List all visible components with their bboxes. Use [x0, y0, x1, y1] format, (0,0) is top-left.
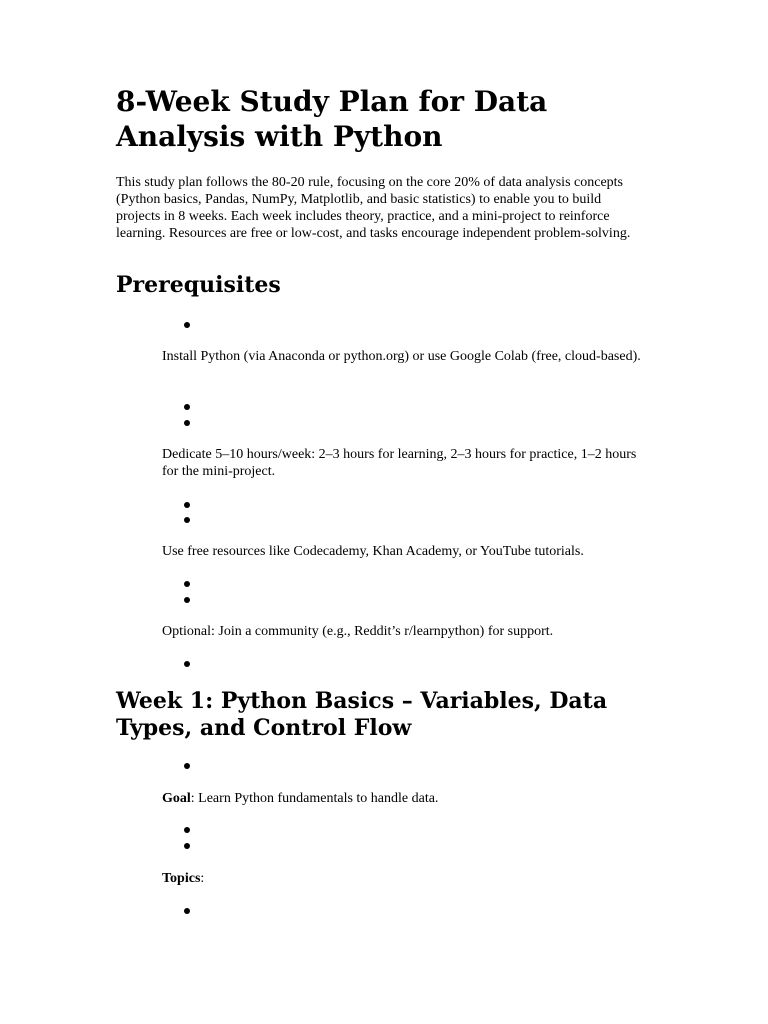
- prerequisite-item: Optional: Join a community (e.g., Reddit’s r/learnpython) for support.: [162, 624, 554, 639]
- list-bullet: [184, 597, 190, 603]
- list-bullet: [184, 581, 190, 587]
- list-bullet: [184, 322, 190, 328]
- list-bullet: [184, 843, 190, 849]
- list-bullet: [184, 404, 190, 410]
- goal-text: : Learn Python fundamentals to handle data.: [190, 791, 439, 806]
- list-bullet: [184, 661, 190, 667]
- week1-heading: Week 1: Python Basics – Variables, Data Types, and Control Flow: [116, 688, 608, 741]
- page-title: 8-Week Study Plan for Data Analysis with Python: [116, 85, 548, 153]
- list-bullet: [184, 908, 190, 914]
- intro-paragraph: This study plan follows the 80-20 rule, focusing on the core 20% of data analysis concepts (Python basics, Pandas, NumPy, Matplotlib, and basic statistics) to enable you to build projects in 8 weeks. Each week includes theory, practice, and a mini-project to reinforce learning. Resources are free or low-cost, and tasks encourage independent problem-solving.: [116, 175, 631, 241]
- topics-text: :: [200, 871, 205, 886]
- list-bullet: [184, 517, 190, 523]
- week1-topics: [162, 870, 654, 887]
- list-bullet: [184, 827, 190, 833]
- week1-goal: [162, 790, 654, 807]
- topics-label: Topics: [162, 871, 201, 886]
- list-bullet: [184, 502, 190, 508]
- goal-label: Goal: [162, 791, 191, 806]
- prerequisite-item: Install Python (via Anaconda or python.org) or use Google Colab (free, cloud-based).: [162, 349, 641, 364]
- prerequisite-item: Dedicate 5–10 hours/week: 2–3 hours for learning, 2–3 hours for practice, 1–2 hours for the mini-project.: [162, 447, 637, 479]
- list-bullet: [184, 420, 190, 426]
- prerequisite-item: Use free resources like Codecademy, Khan Academy, or YouTube tutorials.: [162, 544, 584, 559]
- prerequisites-heading: Prerequisites: [116, 272, 281, 298]
- list-bullet: [184, 763, 190, 769]
